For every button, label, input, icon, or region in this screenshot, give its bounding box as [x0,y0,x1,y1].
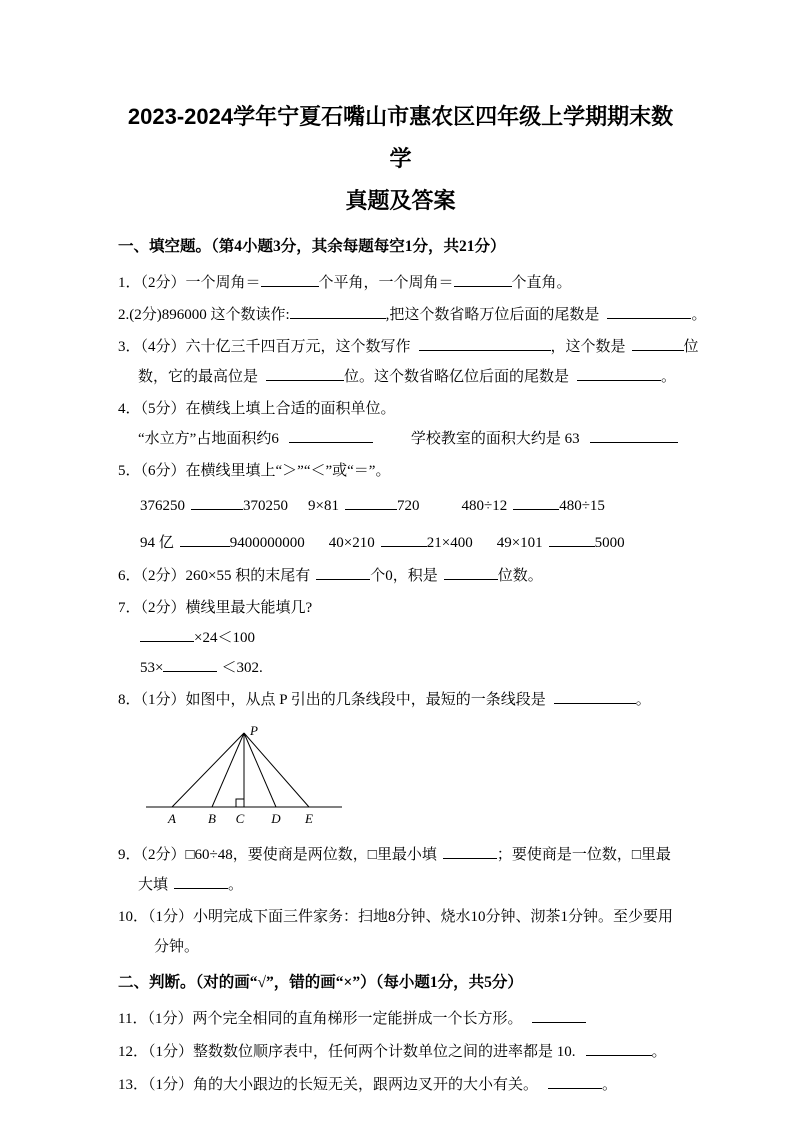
question-text: 位 [683,339,699,355]
question [118,840,683,900]
spacer [305,546,329,547]
question-text: 9．（2分）□60÷48，要使商是两位数，□里最小填 [118,847,437,863]
question [118,1070,683,1100]
answer-blank [549,532,595,547]
answer-blank [577,366,661,381]
question-text: 1．（2分）一个周角＝ [118,275,261,291]
answer-blank [381,532,427,547]
question-text: 。 [661,369,677,385]
question-text: ×24＜100 [194,630,255,646]
spacer [473,546,497,547]
figure-label: E [305,811,313,826]
question-text: 8．（1分）如图中，从点 P 引出的几条线段中，最短的一条线段是 [118,692,546,708]
spacer [279,442,289,443]
answer-blank [444,565,498,580]
question-text: 5．（6分）在横线里填上“＞”“＜”或“＝”。 [118,463,391,479]
question [118,332,699,392]
question-line [118,561,683,591]
figure-segment [172,733,244,807]
question-text: 3．（4分）六十亿三千四百万元，这个数写作 [118,339,411,355]
q8-figure [142,721,683,832]
question-text: 。 [691,307,707,323]
answer-blank [140,627,194,642]
spacer [538,1088,548,1089]
spacer [411,350,419,351]
question-text: 大填 [138,877,169,893]
question-text: 49×101 [496,535,543,551]
question [118,561,683,591]
question-text: 9×81 [308,498,339,514]
spacer [258,380,266,381]
question-text: 21×400 [426,535,473,551]
question-line [118,528,683,558]
question-text: 个直角。 [511,275,572,291]
question-text: 10．（1分）小明完成下面三件家务：扫地8分钟、烧水10分钟、沏茶1分钟。至少要用 [118,909,674,925]
question-line [118,932,683,962]
answer-blank [607,304,691,319]
answer-blank [289,428,373,443]
spacer [599,318,607,319]
figure-label: A [168,811,176,826]
question-text: 4．（5分）在横线上填上合适的面积单位。 [118,401,396,417]
spacer [580,442,590,443]
question [118,902,683,962]
question-text: 40×210 [328,535,375,551]
figure-segment [244,733,276,807]
question-line [118,902,683,932]
question-line [118,456,683,486]
question-line [118,623,683,653]
answer-blank [316,565,370,580]
answer-blank [419,336,551,351]
question-text: 。 [602,1077,618,1093]
question-line [118,870,683,900]
question-line [118,840,683,870]
question-line [118,685,683,715]
spacer [546,703,554,704]
question [118,300,707,330]
answer-blank [554,689,636,704]
question-text: 9400000000 [229,535,305,551]
question-text: “水立方”占地面积约6 [138,431,279,447]
question-line [118,394,683,424]
question-text: 分钟。 [154,939,200,955]
figure-segment [212,733,244,807]
figure-label: C [235,811,245,826]
question-text: 720 [396,498,420,514]
question-text: 6．（2分）260×55 积的末尾有 [118,568,311,584]
question-text: ＜302. [221,660,263,676]
question-text: 94 亿 [140,535,174,551]
answer-blank [548,1074,602,1089]
question-text: 480÷12 [461,498,508,514]
answer-blank [443,844,497,859]
question-text: 480÷15 [559,498,605,514]
question-line [118,1070,683,1100]
question-text: 53× [140,660,164,676]
question-text: ，这个数是 [550,339,626,355]
answer-blank [513,495,559,510]
question-line [118,362,683,392]
figure-label: P [250,723,258,738]
spacer [288,509,308,510]
spacer [576,1055,586,1056]
answer-blank [454,272,512,287]
question-text: ,把这个数省略万位后面的尾数是 [385,307,600,323]
answer-blank [290,304,386,319]
question-text: 个平角，一个周角＝ [318,275,454,291]
question [118,268,683,298]
question-text: ；要使商是一位数，□里最 [496,847,671,863]
answer-blank [261,272,319,287]
question-line [118,1004,683,1034]
question-line [118,491,683,521]
question-line [118,424,683,454]
question-text: 12．（1分）整数数位顺序表中，任何两个计数单位之间的进率都是 10. [118,1044,576,1060]
figure-label: B [208,811,216,826]
figure-label: D [271,811,281,826]
content [118,232,707,1100]
question-text: 2.(2分)896000 这个数读作: [118,307,290,323]
answer-blank [174,874,228,889]
question-line [118,1037,683,1067]
question [118,394,683,454]
exam-title-line2: 真题及答案 [345,188,456,213]
question [118,1004,683,1034]
answer-blank [345,495,397,510]
exam-title [118,96,683,222]
question-text: 376250 [140,498,185,514]
question-text: 位数。 [497,568,543,584]
question-text: 370250 [243,498,288,514]
question-line [118,593,683,623]
answer-blank [180,532,230,547]
question-line [118,268,683,298]
spacer [373,442,411,443]
question-text: 个0，积是 [370,568,438,584]
answer-blank [586,1041,652,1056]
question [118,685,683,715]
spacer [419,509,461,510]
right-angle-mark [236,799,244,807]
answer-blank [590,428,678,443]
question-text: 位。这个数省略亿位后面的尾数是 [344,369,570,385]
question [118,456,683,558]
question-text: 数，它的最高位是 [138,369,259,385]
answer-blank [163,657,217,672]
answer-blank [266,366,344,381]
question-text: 13．（1分）角的大小跟边的长短无关，跟两边叉开的大小有关。 [118,1077,539,1093]
question [118,593,683,683]
line-segment-diagram [142,721,354,827]
question-text: 11．（1分）两个完全相同的直角梯形一定能拼成一个长方形。 [118,1011,523,1027]
figure-segment [244,733,309,807]
question-text: 7．（2分）横线里最大能填几? [118,600,313,616]
question-text: 5000 [594,535,625,551]
spacer [522,1022,532,1023]
question-text: 。 [635,692,651,708]
question-text: 学校教室的面积大约是 63 [410,431,580,447]
answer-blank [191,495,243,510]
spacer [569,380,577,381]
question-line [118,653,683,683]
question-text: 。 [651,1044,667,1060]
question-text: 。 [228,877,244,893]
section-header: 二、判断。（对的画“√”，错的画“×”）（每小题1分，共5分） [118,974,523,991]
question [118,1037,683,1067]
answer-blank [632,336,684,351]
question-line [118,300,707,330]
question-line [118,332,699,362]
exam-title-line1: 2023-2024学年宁夏石嘴山市惠农区四年级上学期期末数学 [127,104,674,171]
section-header: 一、填空题。（第4小题3分，其余每题每空1分，共21分） [118,238,506,255]
answer-blank [532,1008,586,1023]
